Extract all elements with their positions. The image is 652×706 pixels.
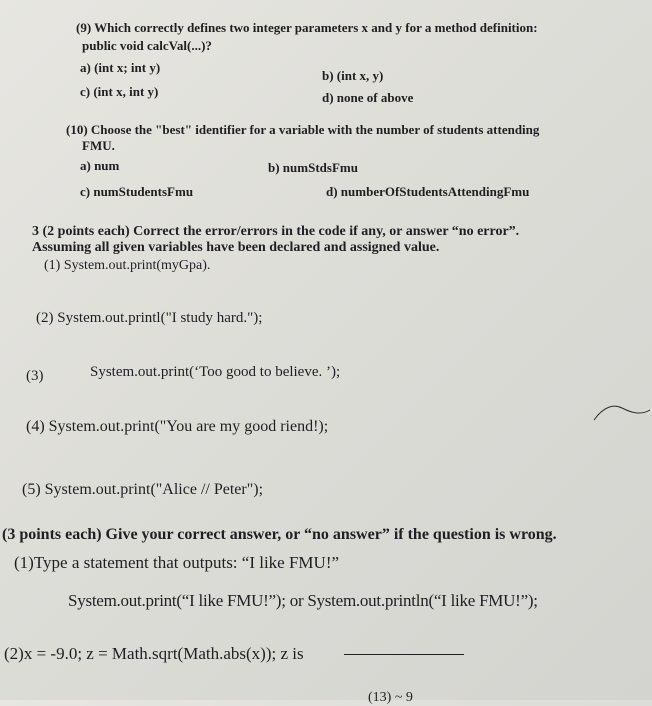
q10-question-line1: (10) Choose the "best" identifier for a variable with the number of students attending (66, 122, 540, 137)
section4-answer-1: System.out.print(“I like FMU!”); or System.out.println(“I like FMU!”); (68, 591, 538, 610)
section3-item-2: (2) System.out.printl("I study hard."); (36, 310, 263, 326)
section4-item-2: (2)x = -9.0; z = Math.sqrt(Math.abs(x)); z is (4, 644, 304, 663)
q10-option-d: d) numberOfStudentsAttendingFmu (326, 184, 530, 199)
section3-item-3-code: System.out.print(‘Too good to believe. ’); (90, 364, 341, 380)
section3-heading-line2: Assuming all given variables have been declared and assigned value. (32, 240, 440, 255)
cutoff-text: (13) ~ 9 (368, 690, 413, 705)
q9-option-c: c) (int x, int y) (80, 84, 159, 99)
q9-option-b: b) (int x, y) (322, 68, 384, 83)
q10-question-line2: FMU. (82, 138, 115, 153)
q10-option-a: a) num (80, 158, 120, 173)
pen-scribble-mark (592, 398, 652, 428)
answer-blank-line (344, 654, 464, 655)
section4-item-1: (1)Type a statement that outputs: “I like FMU!” (14, 553, 340, 572)
section3-item-4: (4) System.out.print("You are my good riend!); (26, 418, 329, 435)
section3-item-5: (5) System.out.print("Alice // Peter"); (22, 481, 264, 498)
q9-question-line1: (9) Which correctly defines two integer parameters x and y for a method definition: (76, 20, 538, 35)
section3-heading-line1: 3 (2 points each) Correct the error/errors in the code if any, or answer “no error”. (32, 224, 520, 239)
section3-item-3-number: (3) (26, 368, 44, 384)
q10-option-c: c) numStudentsFmu (80, 184, 194, 199)
q9-option-d: d) none of above (322, 90, 414, 105)
section3-item-1: (1) System.out.print(myGpa). (44, 258, 211, 273)
section4-heading: (3 points each) Give your correct answer, or “no answer” if the question is wrong. (2, 526, 557, 543)
q9-question-line2: public void calcVal(...)? (82, 38, 212, 53)
q9-option-a: a) (int x; int y) (80, 60, 161, 75)
q10-option-b: b) numStdsFmu (268, 160, 358, 175)
